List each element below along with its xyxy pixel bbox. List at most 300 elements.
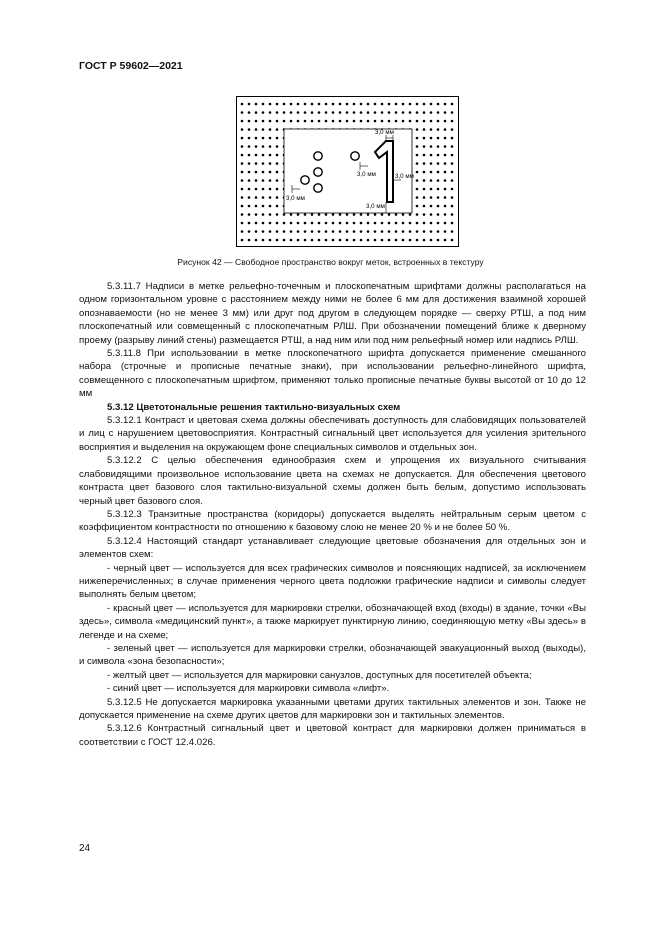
texture-dot — [241, 213, 244, 216]
texture-dot — [248, 230, 251, 233]
texture-dot — [374, 111, 377, 114]
texture-dot — [402, 213, 405, 216]
texture-dot — [297, 230, 300, 233]
paragraph: 5.3.12.4 Настоящий стандарт устанавливает следующие цветовые обозначения для отдельных зон и элементов схем: — [79, 535, 586, 561]
texture-dot — [444, 213, 447, 216]
texture-dot — [416, 162, 419, 165]
texture-dot — [451, 154, 454, 157]
texture-dot — [395, 213, 398, 216]
texture-dot — [409, 222, 412, 225]
texture-dot — [241, 103, 244, 106]
braille-dot — [314, 168, 322, 176]
texture-dot — [276, 230, 279, 233]
texture-dot — [430, 205, 433, 208]
texture-dot — [423, 111, 426, 114]
texture-dot — [430, 162, 433, 165]
texture-dot — [241, 179, 244, 182]
texture-dot — [276, 196, 279, 199]
texture-dot — [416, 179, 419, 182]
texture-dot — [416, 103, 419, 106]
texture-dot — [374, 239, 377, 242]
texture-dot — [353, 230, 356, 233]
texture-dot — [241, 128, 244, 131]
texture-dot — [451, 145, 454, 148]
paragraph: 5.3.12.1 Контраст и цветовая схема должны обеспечивать доступность для слабовидящих пользователей и лиц с нарушением цветовосприятия. Контрастный сигнальный цвет используется для усиления зрительного восприятия и выделения на окружающем фоне специальных символов и отдельных зон. — [79, 415, 586, 453]
texture-dot — [451, 103, 454, 106]
texture-dot — [241, 239, 244, 242]
texture-dot — [423, 162, 426, 165]
texture-dot — [444, 188, 447, 191]
dim-label-right: 3,0 мм — [395, 173, 414, 180]
texture-dot — [423, 128, 426, 131]
texture-dot — [248, 205, 251, 208]
texture-dot — [444, 205, 447, 208]
texture-dot — [381, 111, 384, 114]
texture-dot — [360, 213, 363, 216]
texture-dot — [269, 230, 272, 233]
texture-dot — [360, 111, 363, 114]
texture-dot — [248, 120, 251, 123]
texture-dot — [395, 230, 398, 233]
texture-dot — [402, 222, 405, 225]
texture-dot — [276, 188, 279, 191]
texture-dot — [241, 120, 244, 123]
texture-dot — [367, 230, 370, 233]
texture-dot — [388, 103, 391, 106]
texture-dot — [318, 111, 321, 114]
texture-dot — [444, 154, 447, 157]
texture-dot — [276, 145, 279, 148]
texture-dot — [402, 111, 405, 114]
texture-dot — [395, 111, 398, 114]
texture-dot — [276, 137, 279, 140]
texture-dot — [444, 171, 447, 174]
texture-dot — [248, 222, 251, 225]
texture-dot — [430, 222, 433, 225]
paragraph: 5.3.12.5 Не допускается маркировка указанными цветами других тактильных элементов и зон. Также не допускается применение на схеме других цветов для маркировки зон и тактильных элементов. — [79, 696, 586, 721]
texture-dot — [437, 171, 440, 174]
texture-dot — [325, 213, 328, 216]
texture-dot — [451, 171, 454, 174]
texture-dot — [311, 239, 314, 242]
texture-dot — [283, 103, 286, 106]
texture-dot — [276, 111, 279, 114]
texture-dot — [388, 222, 391, 225]
texture-dot — [255, 137, 258, 140]
paragraph: 5.3.12.3 Транзитные пространства (коридоры) допускается выделять нейтральным серым цветом с коэффициентом контрастности по отношению к базовому слою не менее 20 % и не более 50 %. — [79, 508, 586, 534]
texture-dot — [346, 222, 349, 225]
texture-dot — [374, 120, 377, 123]
texture-dot — [416, 137, 419, 140]
texture-dot — [430, 120, 433, 123]
texture-dot — [367, 239, 370, 242]
texture-dot — [262, 196, 265, 199]
texture-dot — [437, 145, 440, 148]
texture-dot — [346, 103, 349, 106]
texture-dot — [255, 213, 258, 216]
texture-dot — [353, 103, 356, 106]
texture-dot — [304, 213, 307, 216]
dim-label-left: 3,0 мм — [286, 195, 305, 202]
texture-dot — [430, 171, 433, 174]
texture-dot — [325, 103, 328, 106]
texture-dot — [388, 239, 391, 242]
texture-dot — [255, 188, 258, 191]
texture-dot — [409, 111, 412, 114]
texture-dot — [451, 230, 454, 233]
texture-dot — [255, 145, 258, 148]
figure-42 — [236, 96, 459, 247]
texture-dot — [444, 111, 447, 114]
texture-dot — [339, 111, 342, 114]
texture-dot — [276, 162, 279, 165]
texture-dot — [437, 154, 440, 157]
page-number: 24 — [79, 843, 91, 854]
texture-dot — [262, 222, 265, 225]
texture-dot — [430, 145, 433, 148]
texture-dot — [290, 103, 293, 106]
texture-dot — [297, 120, 300, 123]
texture-dot — [451, 188, 454, 191]
texture-dot — [409, 213, 412, 216]
texture-dot — [416, 205, 419, 208]
texture-dot — [409, 239, 412, 242]
texture-dot — [430, 196, 433, 199]
texture-dot — [339, 230, 342, 233]
dim-label-bottom: 3,0 мм — [366, 203, 385, 210]
texture-dot — [381, 213, 384, 216]
dim-label-top: 3,0 мм — [375, 129, 394, 136]
texture-dot — [276, 154, 279, 157]
texture-dot — [346, 239, 349, 242]
figure-caption: Рисунок 42 — Свободное пространство вокруг меток, встроенных в текстуру — [177, 257, 484, 267]
section-heading: 5.3.12 Цветотональные решения тактильно-визуальных схем — [107, 401, 401, 413]
texture-dot — [437, 137, 440, 140]
texture-dot — [255, 128, 258, 131]
texture-dot — [325, 239, 328, 242]
texture-dot — [318, 213, 321, 216]
texture-dot — [451, 120, 454, 123]
texture-dot — [297, 222, 300, 225]
texture-dot — [437, 162, 440, 165]
texture-dot — [276, 213, 279, 216]
texture-dot — [346, 213, 349, 216]
texture-dot — [381, 103, 384, 106]
texture-dot — [269, 154, 272, 157]
texture-dot — [248, 196, 251, 199]
texture-dot — [248, 154, 251, 157]
texture-dot — [255, 230, 258, 233]
texture-dot — [269, 137, 272, 140]
texture-dot — [255, 205, 258, 208]
texture-dot — [311, 103, 314, 106]
texture-dot — [346, 120, 349, 123]
texture-dot — [381, 222, 384, 225]
texture-dot — [269, 171, 272, 174]
paragraph: 5.3.11.7 Надписи в метке рельефно-точечным и плоскопечатным шрифтами должны располагаться на одном горизонтальном уровне с расстоянием между ними не более 6 мм для достижения взаимной хорошей опознаваемости (но не менее 3 мм) или друг под другом в следующем порядке — сверху РТШ, а под ним плоскопечатный или совмещенный с плоскопечатным РЛШ. При обозначении помещений ближе к дверному проему (разрыву линий стены) размещается РТШ, а над ним или под ним рельефный номер или надпись РЛШ. — [79, 281, 586, 346]
texture-dot — [416, 128, 419, 131]
texture-dot — [255, 154, 258, 157]
texture-dot — [409, 230, 412, 233]
texture-dot — [248, 111, 251, 114]
texture-dot — [437, 103, 440, 106]
texture-dot — [248, 239, 251, 242]
texture-dot — [416, 171, 419, 174]
texture-dot — [241, 222, 244, 225]
texture-dot — [444, 230, 447, 233]
texture-dot — [255, 239, 258, 242]
texture-dot — [388, 213, 391, 216]
texture-dot — [437, 213, 440, 216]
texture-dot — [388, 230, 391, 233]
texture-dot — [332, 120, 335, 123]
texture-dot — [416, 239, 419, 242]
texture-dot — [276, 171, 279, 174]
paragraph: 5.3.11.8 При использовании в метке плоскопечатного шрифта допускается применение смешанного набора (строчные и прописные печатные знаки), при использовании рельефно-линейного шрифта, совмещенного с плоскопечатным шрифтом, применяют только прописные печатные буквы высотой от 10 до 12 мм — [79, 348, 586, 400]
texture-dot — [318, 239, 321, 242]
texture-dot — [269, 103, 272, 106]
texture-dot — [248, 179, 251, 182]
texture-dot — [339, 213, 342, 216]
texture-dot — [444, 222, 447, 225]
braille-dot — [301, 176, 309, 184]
texture-dot — [437, 230, 440, 233]
texture-dot — [374, 222, 377, 225]
paragraph: - желтый цвет — используется для маркировки санузлов, доступных для посетителей объекта; — [107, 669, 532, 681]
texture-dot — [430, 111, 433, 114]
texture-dot — [318, 103, 321, 106]
paragraph: 5.3.12.6 Контрастный сигнальный цвет и цветовой контраст для маркировки должен приниматься в соответствии с ГОСТ 12.4.026. — [79, 723, 586, 748]
texture-dot — [360, 230, 363, 233]
texture-dot — [451, 205, 454, 208]
texture-dot — [304, 230, 307, 233]
paragraph: - синий цвет — используется для маркировки символа «лифт». — [107, 683, 390, 695]
texture-dot — [437, 179, 440, 182]
texture-dot — [353, 213, 356, 216]
texture-dot — [451, 137, 454, 140]
texture-dot — [262, 171, 265, 174]
texture-dot — [262, 179, 265, 182]
texture-dot — [395, 239, 398, 242]
texture-dot — [423, 154, 426, 157]
texture-dot — [451, 179, 454, 182]
texture-dot — [269, 128, 272, 131]
texture-dot — [367, 111, 370, 114]
texture-dot — [248, 103, 251, 106]
texture-dot — [276, 205, 279, 208]
body-text — [79, 280, 586, 749]
texture-dot — [255, 111, 258, 114]
texture-dot — [269, 179, 272, 182]
texture-dot — [430, 154, 433, 157]
texture-dot — [346, 111, 349, 114]
texture-dot — [381, 230, 384, 233]
texture-dot — [241, 137, 244, 140]
texture-dot — [262, 145, 265, 148]
texture-dot — [374, 213, 377, 216]
texture-dot — [444, 145, 447, 148]
texture-dot — [325, 230, 328, 233]
braille-dot — [314, 152, 322, 160]
texture-dot — [283, 239, 286, 242]
texture-dot — [318, 120, 321, 123]
texture-dot — [339, 120, 342, 123]
texture-dot — [381, 120, 384, 123]
texture-dot — [423, 213, 426, 216]
texture-dot — [262, 111, 265, 114]
texture-dot — [360, 239, 363, 242]
texture-dot — [290, 213, 293, 216]
texture-dot — [409, 120, 412, 123]
texture-dot — [290, 111, 293, 114]
texture-dot — [304, 103, 307, 106]
texture-dot — [423, 137, 426, 140]
texture-dot — [241, 196, 244, 199]
texture-dot — [353, 111, 356, 114]
texture-dot — [402, 120, 405, 123]
texture-dot — [255, 103, 258, 106]
texture-dot — [311, 120, 314, 123]
texture-dot — [241, 162, 244, 165]
texture-dot — [423, 239, 426, 242]
texture-dot — [416, 222, 419, 225]
texture-dot — [297, 103, 300, 106]
texture-dot — [416, 145, 419, 148]
texture-dot — [332, 222, 335, 225]
texture-dot — [248, 213, 251, 216]
texture-dot — [367, 213, 370, 216]
paragraph: - черный цвет — используется для всех графических символов и поясняющих надписей, за исключением нижеперечисленных; в случае применения черного цвета подложки графические надписи и символы следует выполнять белым цветом; — [79, 562, 586, 601]
texture-dot — [416, 188, 419, 191]
texture-dot — [269, 120, 272, 123]
texture-dot — [290, 239, 293, 242]
texture-dot — [388, 111, 391, 114]
document-header: ГОСТ Р 59602—2021 — [79, 60, 183, 72]
texture-dot — [437, 188, 440, 191]
texture-dot — [416, 154, 419, 157]
texture-dot — [241, 111, 244, 114]
texture-dot — [283, 120, 286, 123]
texture-dot — [430, 137, 433, 140]
texture-dot — [402, 230, 405, 233]
texture-dot — [360, 222, 363, 225]
texture-dot — [325, 111, 328, 114]
texture-dot — [276, 179, 279, 182]
texture-dot — [276, 128, 279, 131]
texture-dot — [437, 128, 440, 131]
texture-dot — [311, 111, 314, 114]
texture-dot — [346, 230, 349, 233]
texture-dot — [290, 230, 293, 233]
braille-dot — [351, 152, 359, 160]
texture-dot — [269, 188, 272, 191]
texture-dot — [437, 205, 440, 208]
texture-dot — [269, 111, 272, 114]
texture-dot — [451, 196, 454, 199]
texture-dot — [248, 162, 251, 165]
texture-dot — [416, 230, 419, 233]
texture-dot — [423, 171, 426, 174]
texture-dot — [269, 239, 272, 242]
texture-dot — [444, 128, 447, 131]
texture-dot — [241, 171, 244, 174]
texture-dot — [332, 103, 335, 106]
texture-dot — [262, 154, 265, 157]
texture-dot — [416, 213, 419, 216]
texture-dot — [255, 179, 258, 182]
texture-dot — [262, 188, 265, 191]
braille-dot — [314, 184, 322, 192]
texture-dot — [395, 222, 398, 225]
texture-dot — [311, 230, 314, 233]
texture-dot — [430, 230, 433, 233]
texture-dot — [360, 120, 363, 123]
texture-dot — [276, 103, 279, 106]
texture-dot — [430, 179, 433, 182]
texture-dot — [262, 120, 265, 123]
texture-dot — [304, 239, 307, 242]
texture-dot — [262, 103, 265, 106]
texture-dot — [262, 162, 265, 165]
texture-dot — [423, 179, 426, 182]
texture-dot — [339, 222, 342, 225]
texture-dot — [318, 230, 321, 233]
texture-dot — [423, 120, 426, 123]
texture-dot — [423, 230, 426, 233]
texture-dot — [269, 213, 272, 216]
texture-dot — [451, 128, 454, 131]
texture-dot — [423, 188, 426, 191]
paragraph: - зеленый цвет — используется для маркировки стрелки, обозначающей эвакуационный выход (выходы), и символа «зона безопасности»; — [79, 642, 586, 668]
texture-dot — [269, 162, 272, 165]
texture-dot — [430, 128, 433, 131]
texture-dot — [262, 128, 265, 131]
texture-dot — [444, 179, 447, 182]
texture-dot — [290, 120, 293, 123]
texture-dot — [430, 103, 433, 106]
texture-dot — [353, 120, 356, 123]
texture-dot — [241, 205, 244, 208]
texture-dot — [374, 103, 377, 106]
texture-dot — [283, 111, 286, 114]
texture-dot — [276, 222, 279, 225]
texture-dot — [367, 120, 370, 123]
texture-dot — [311, 213, 314, 216]
texture-dot — [262, 205, 265, 208]
dim-label-mid: 3,0 мм — [357, 171, 376, 178]
texture-dot — [437, 222, 440, 225]
texture-dot — [444, 239, 447, 242]
texture-dot — [423, 145, 426, 148]
texture-dot — [409, 103, 412, 106]
texture-dot — [451, 162, 454, 165]
texture-dot — [360, 103, 363, 106]
texture-dot — [269, 205, 272, 208]
texture-dot — [255, 162, 258, 165]
texture-dot — [423, 196, 426, 199]
texture-dot — [388, 120, 391, 123]
texture-dot — [437, 196, 440, 199]
texture-dot — [437, 120, 440, 123]
texture-dot — [290, 222, 293, 225]
texture-dot — [430, 188, 433, 191]
texture-dot — [395, 120, 398, 123]
texture-dot — [332, 239, 335, 242]
texture-dot — [248, 171, 251, 174]
texture-dot — [437, 239, 440, 242]
texture-dot — [248, 188, 251, 191]
texture-dot — [451, 239, 454, 242]
